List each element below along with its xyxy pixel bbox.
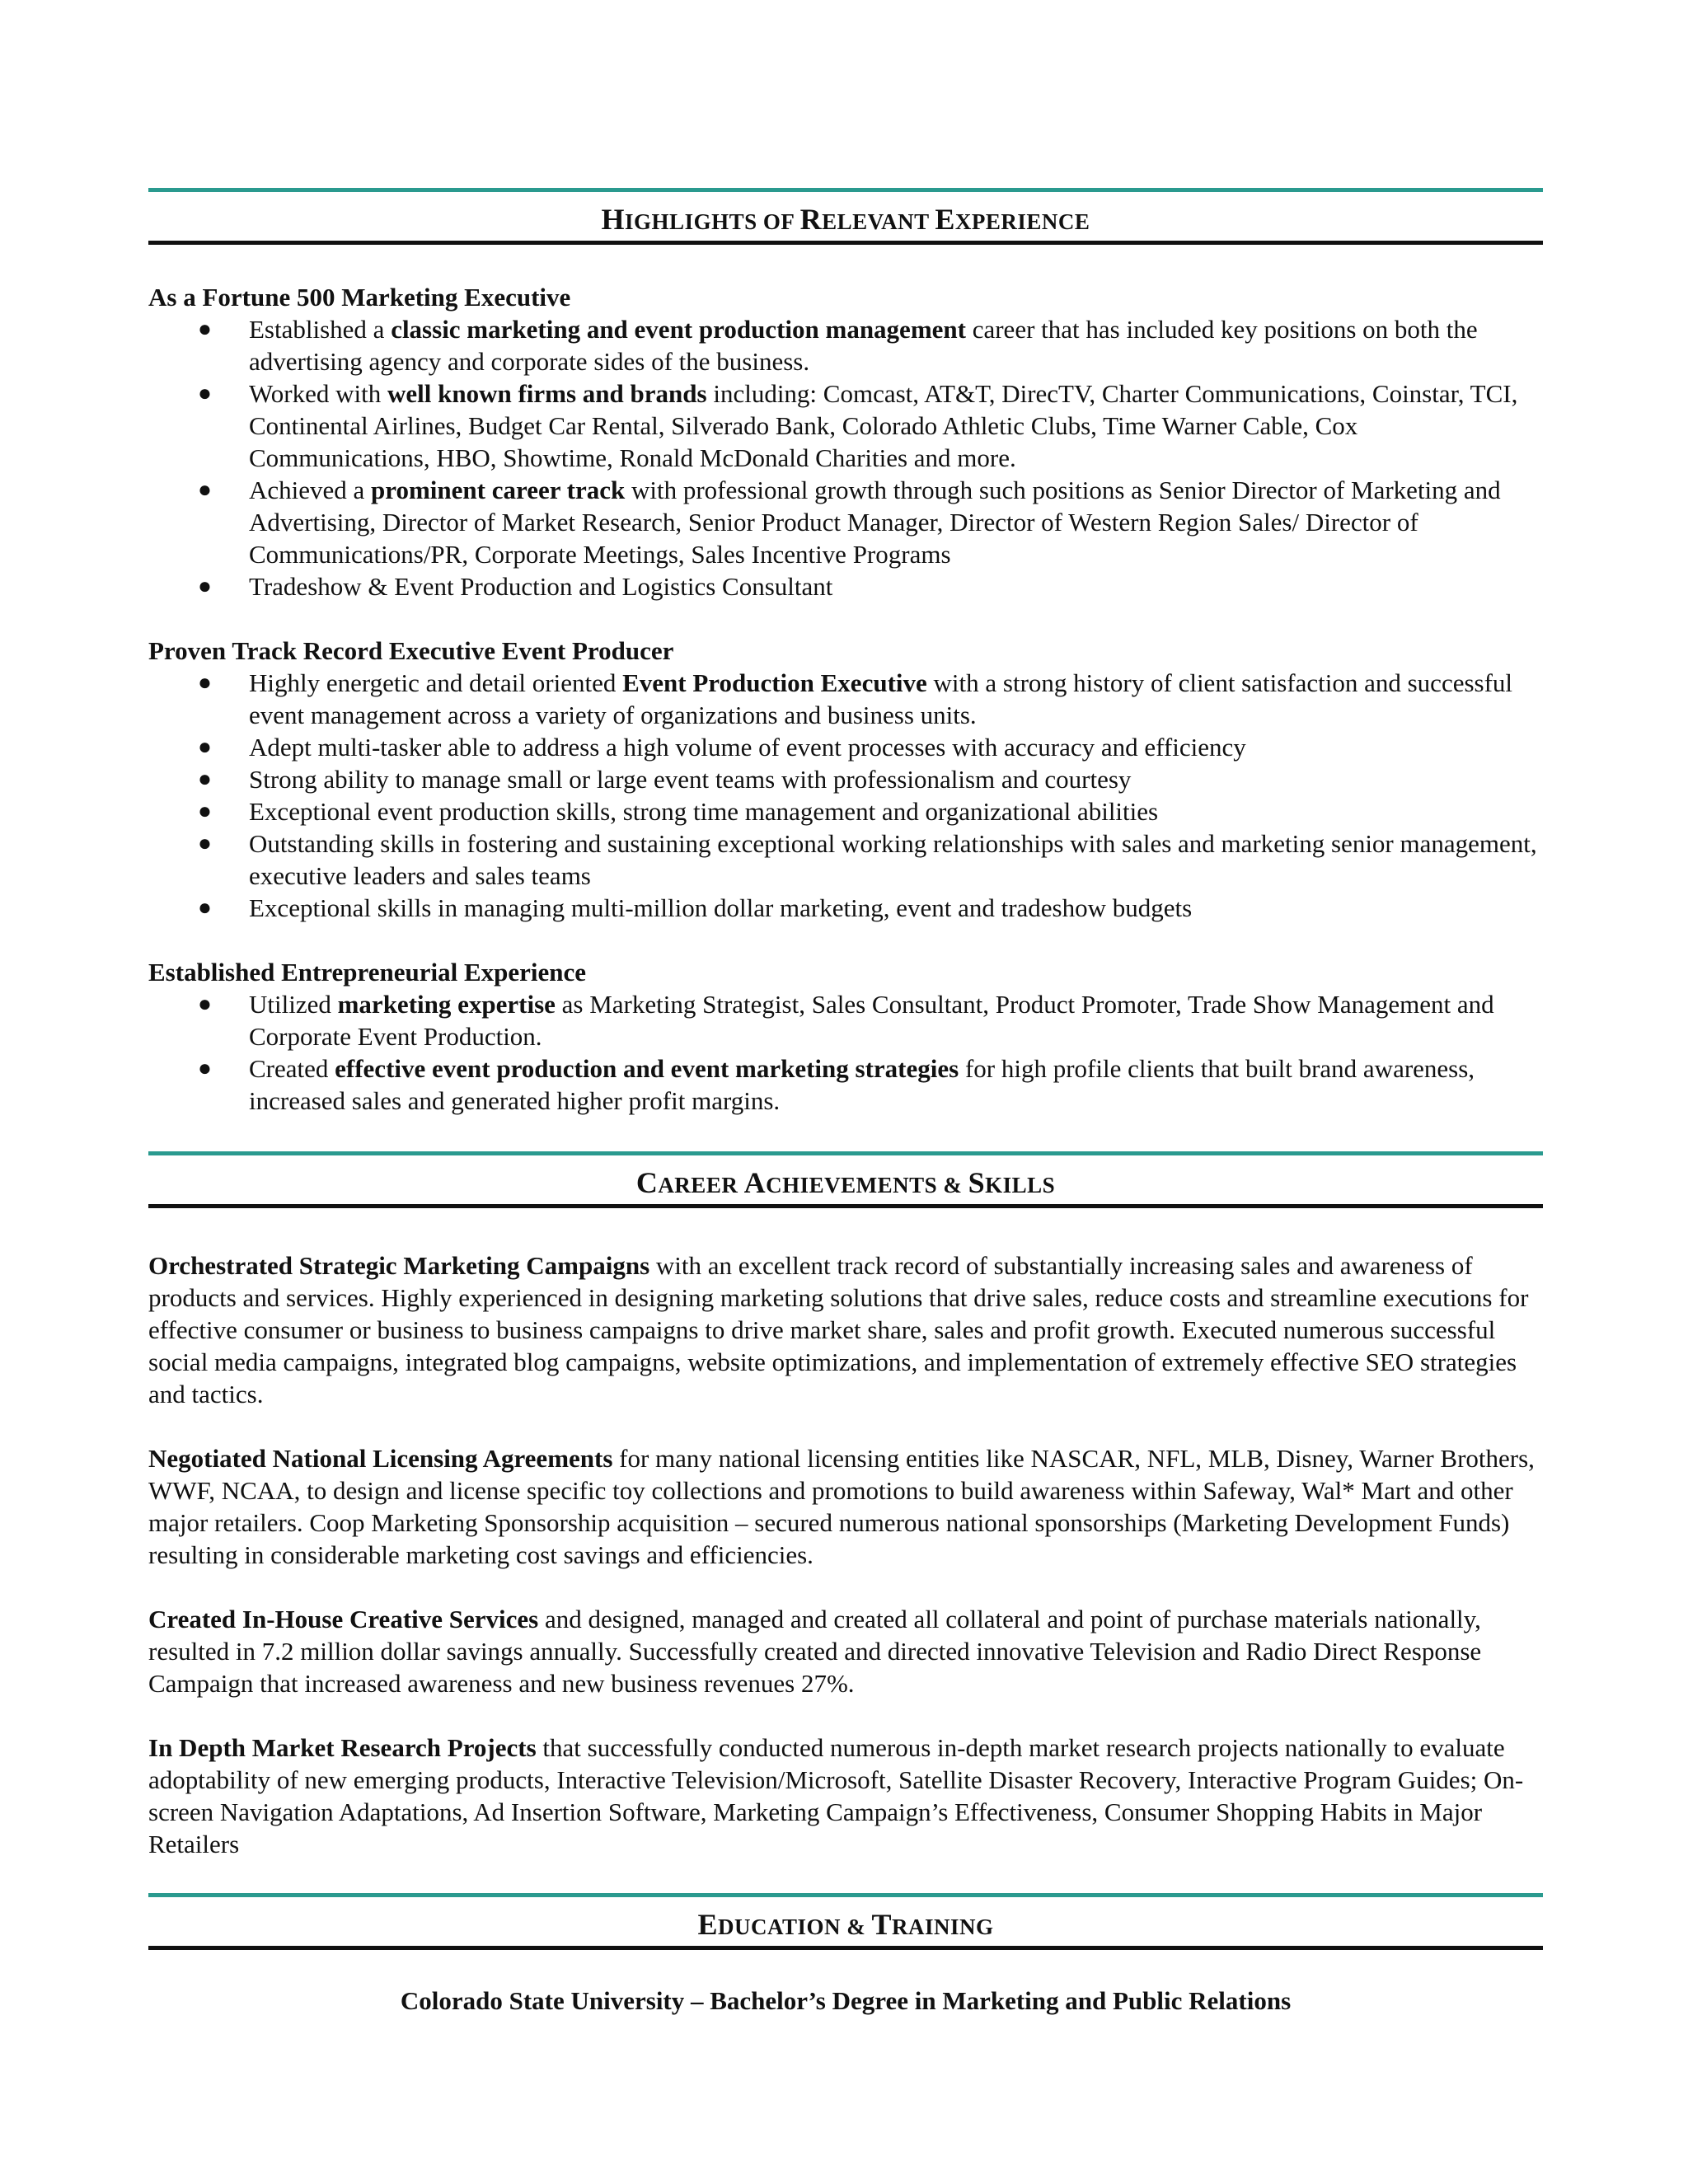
highlight-group	[148, 635, 1543, 924]
education-line: Colorado State University – Bachelor’s Degree in Marketing and Public Relations	[400, 1986, 1292, 2015]
list-item: ● Strong ability to manage small or large event teams with professionalism and courtesy	[198, 765, 1132, 794]
list-item: ● Exceptional skills in managing multi-million dollar marketing, event and tradeshow budgets	[198, 893, 1193, 922]
bullet-icon: ●	[198, 895, 212, 921]
section-title-highlights: HIGHLIGHTS OF RELEVANT EXPERIENCE	[601, 203, 1090, 236]
resume-content	[148, 188, 1543, 2017]
list-item: ● Highly energetic and detail oriented Event Production Executive with a strong history of client satisfaction and successful event management across a variety of organizations and business units.	[198, 668, 1513, 729]
highlight-group	[148, 956, 1543, 1117]
achievements-header	[148, 1151, 1543, 1208]
list-item: ● Achieved a prominent career track with professional growth through such positions as Senior Director of Marketing and Advertising, Director of Market Research, Senior Product Manager, Director of Western Region Sales/ Director of Communications/PR, Corporate Meetings, Sales Incentive Programs	[198, 476, 1501, 569]
bullet-icon: ●	[198, 477, 212, 503]
bullet-icon: ●	[198, 316, 212, 342]
bullet-icon: ●	[198, 799, 212, 824]
education-header	[148, 1893, 1543, 1950]
section-title-achievements: CAREER ACHIEVEMENTS & SKILLS	[635, 1166, 1056, 1199]
bullet-list	[148, 313, 1543, 602]
bullet-icon: ●	[198, 670, 212, 696]
group-title: As a Fortune 500 Marketing Executive	[148, 283, 571, 312]
bullet-icon: ●	[198, 1056, 212, 1081]
achievement-paragraph: Orchestrated Strategic Marketing Campaigns with an excellent track record of substantially increasing sales and awareness of products and services. Highly experienced in designing marketing solutions that drive sales, reduce costs and streamline executions for effective consumer or business to business campaigns to drive market share, sales and profit growth. Executed numerous successful social media campaigns, integrated blog campaigns, website optimizations, and implementation of extremely effective SEO strategies and tactics.	[148, 1251, 1529, 1408]
bullet-icon: ●	[198, 766, 212, 792]
bullet-icon: ●	[198, 574, 212, 599]
list-item: ● Created effective event production and event marketing strategies for high profile clients that built brand awareness, increased sales and generated higher profit margins.	[198, 1054, 1475, 1115]
highlights-header	[148, 188, 1543, 245]
list-item: ● Established a classic marketing and event production management career that has included key positions on both the advertising agency and corporate sides of the business.	[198, 315, 1478, 376]
bullet-list	[148, 667, 1543, 924]
achievement-paragraph: Created In-House Creative Services and designed, managed and created all collateral and point of purchase materials nationally, resulted in 7.2 million dollar savings annually. Successfully created and directed innovative Television and Radio Direct Response Campaign that increased awareness and new business revenues 27%.	[148, 1605, 1482, 1698]
bullet-icon: ●	[198, 831, 212, 856]
list-item: ● Outstanding skills in fostering and sustaining exceptional working relationships with sales and marketing senior management, executive leaders and sales teams	[198, 829, 1537, 890]
bullet-icon: ●	[198, 991, 212, 1017]
highlight-group	[148, 281, 1543, 602]
list-item: ● Utilized marketing expertise as Marketing Strategist, Sales Consultant, Product Promoter, Trade Show Management and Corporate Event Production.	[198, 990, 1494, 1051]
group-title: Established Entrepreneurial Experience	[148, 958, 587, 987]
list-item: ● Adept multi-tasker able to address a high volume of event processes with accuracy and efficiency	[198, 733, 1246, 762]
list-item: ● Exceptional event production skills, strong time management and organizational abilities	[198, 797, 1159, 826]
bullet-icon: ●	[198, 734, 212, 760]
section-title-education: EDUCATION & TRAINING	[697, 1908, 994, 1941]
group-title: Proven Track Record Executive Event Producer	[148, 636, 674, 665]
achievement-paragraph: In Depth Market Research Projects that successfully conducted numerous in-depth market research projects nationally to evaluate adoptability of new emerging products, Interactive Television/Microsoft, Satellite Disaster Recovery, Interactive Program Guides; On-screen Navigation Adaptations, Ad Insertion Software, Marketing Campaign’s Effectiveness, Consumer Shopping Habits in Major Retailers	[148, 1733, 1524, 1858]
achievement-paragraph: Negotiated National Licensing Agreements for many national licensing entities like NASCAR, NFL, MLB, Disney, Warner Brothers, WWF, NCAA, to design and license specific toy collections and promotions to build awareness within Safeway, Wal* Mart and other major retailers. Coop Marketing Sponsorship acquisition – secured numerous national sponsorships (Marketing Development Funds) resulting in considerable marketing cost savings and efficiencies.	[148, 1444, 1535, 1569]
list-item: ● Tradeshow & Event Production and Logistics Consultant	[198, 572, 833, 601]
list-item: ● Worked with well known firms and brands including: Comcast, AT&T, DirecTV, Charter Communications, Coinstar, TCI, Continental Airlines, Budget Car Rental, Silverado Bank, Colorado Athletic Clubs, Time Warner Cable, Cox Communications, HBO, Showtime, Ronald McDonald Charities and more.	[198, 379, 1518, 472]
bullet-icon: ●	[198, 381, 212, 406]
bullet-list	[148, 988, 1543, 1117]
